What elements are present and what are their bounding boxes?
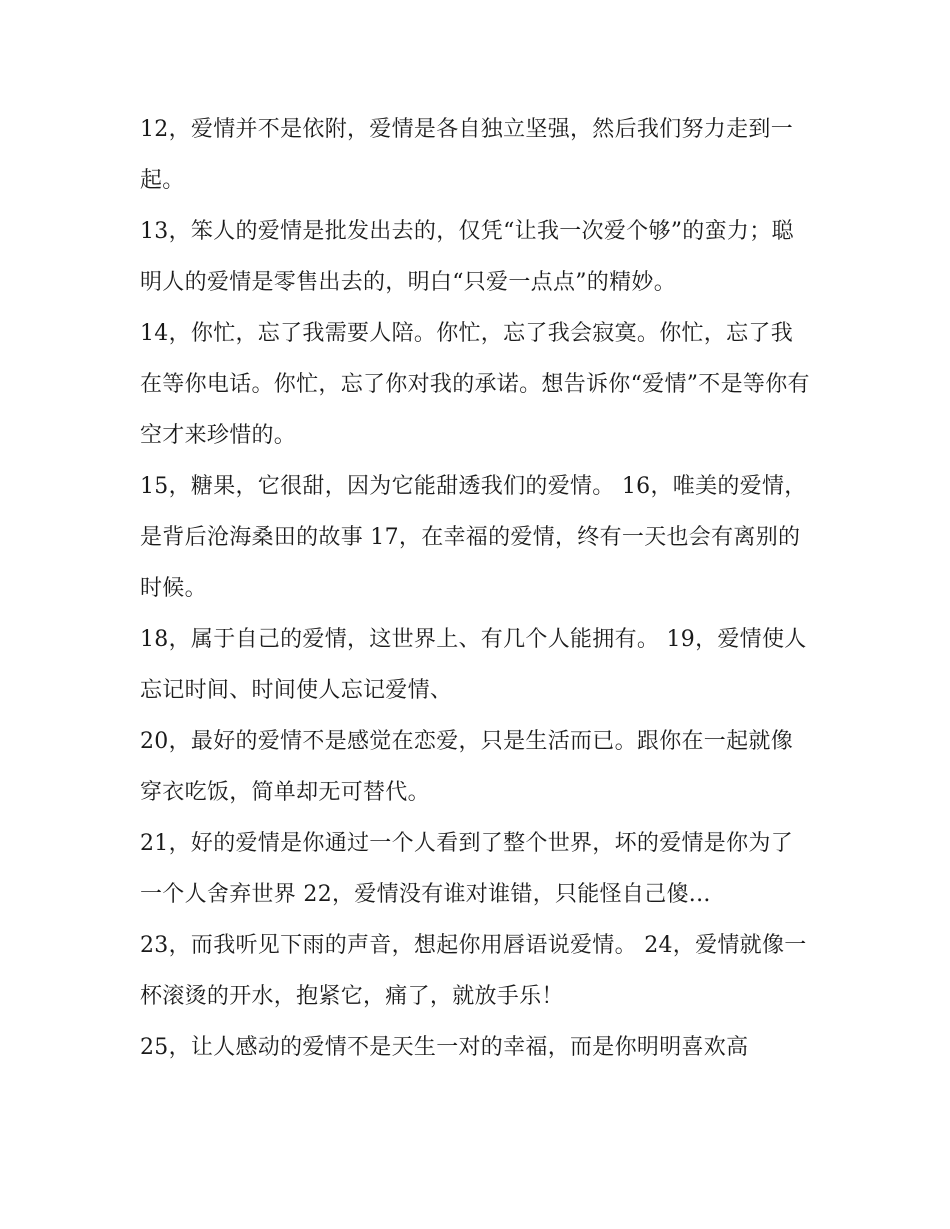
paragraph-25: 25，让人感动的爱情不是天生一对的幸福，而是你明明喜欢高 (140, 1035, 749, 1060)
paragraph-18-19: 18，属于自己的爱情，这世界上、有几个人能拥有。 19，爱情使人忘记时间、时间使人忘记爱情、 (140, 627, 807, 703)
paragraph-12: 12，爱情并不是依附，爱情是各自独立坚强，然后我们努力走到一起。 (140, 117, 793, 193)
paragraph-20: 20，最好的爱情不是感觉在恋爱，只是生活而已。跟你在一起就像穿衣吃饭，简单却无可替代。 (140, 729, 793, 805)
paragraph-21-22: 21，好的爱情是你通过一个人看到了整个世界，坏的爱情是你为了一个人舍弃世界 22，爱情没有谁对谁错，只能怪自己傻... (140, 831, 793, 907)
paragraph-13: 13，笨人的爱情是批发出去的，仅凭“让我一次爱个够”的蛮力；聪明人的爱情是零售出去的，明白“只爱一点点”的精妙。 (140, 219, 794, 295)
paragraph-23-24: 23，而我听见下雨的声音，想起你用唇语说爱情。 24，爱情就像一杯滚烫的开水，抱紧它，痛了，就放手乐！ (140, 933, 807, 1009)
paragraph-15-17: 15，糖果，它很甜，因为它能甜透我们的爱情。 16，唯美的爱情，是背后沧海桑田的故事 17，在幸福的爱情，终有一天也会有离别的时候。 (140, 474, 807, 601)
document-body (140, 104, 815, 1073)
paragraph-14: 14，你忙，忘了我需要人陪。你忙，忘了我会寂寞。你忙，忘了我在等你电话。你忙，忘了你对我的承诺。想告诉你“爱情”不是等你有空才来珍惜的。 (140, 321, 810, 448)
